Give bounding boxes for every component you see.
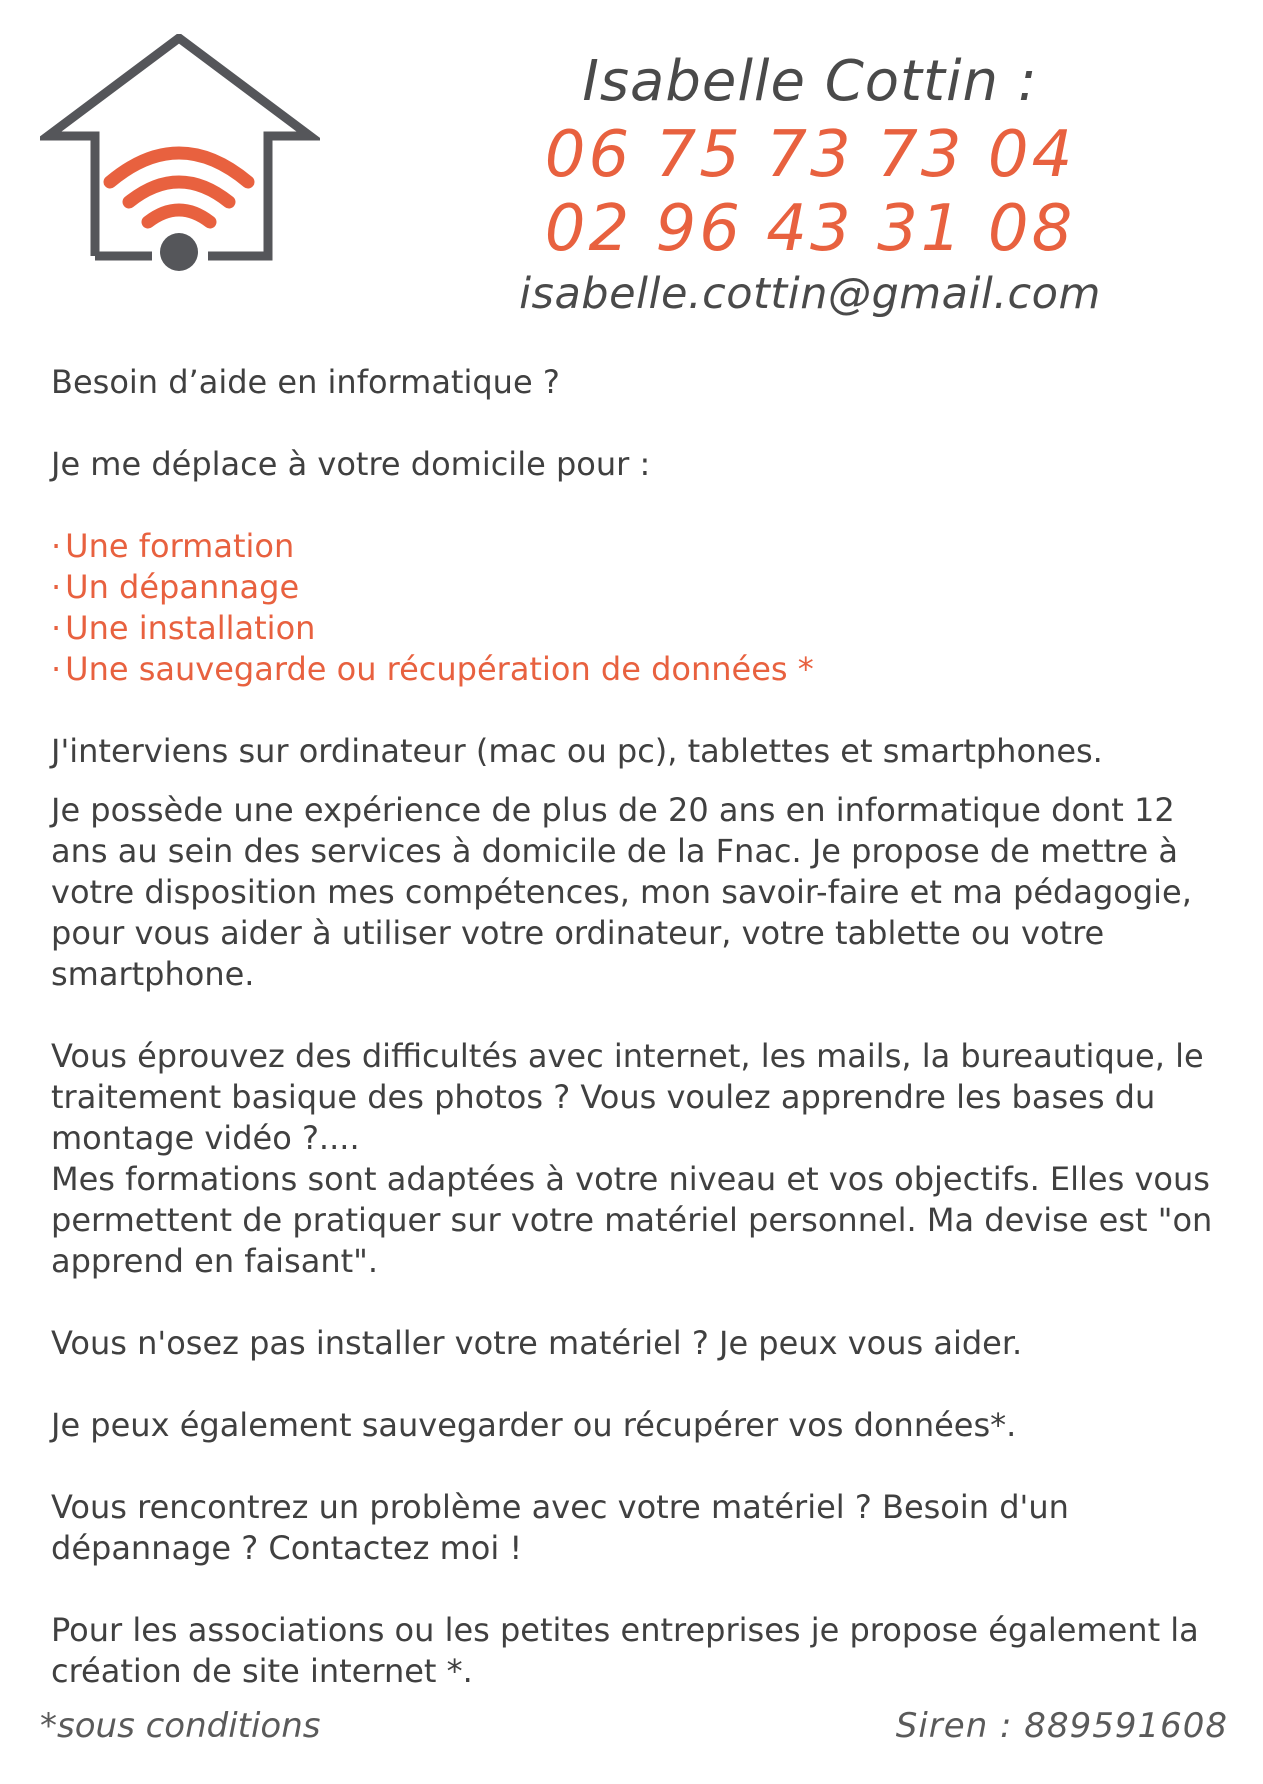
repair-paragraph: Vous rencontrez un problème avec votre matériel ? Besoin d'un dépannage ? Contactez moi ! <box>51 1488 1069 1567</box>
wifi-dot <box>160 233 198 271</box>
services-list <box>51 526 1241 690</box>
training-paragraph: Mes formations sont adaptées à votre niveau et vos objectifs. Elles vous permettent de pratiquer sur votre matériel personnel. Ma devise est "on apprend en faisant". <box>51 1160 1213 1280</box>
wifi-wave-middle <box>129 182 229 202</box>
difficulties-paragraph: Vous éprouvez des difficultés avec internet, les mails, la bureautique, le traitement basique des photos ? Vous voulez apprendre les bases du montage vidéo ?.... <box>51 1037 1204 1157</box>
contact-header <box>480 46 1140 322</box>
intro-question: Besoin d’aide en informatique ? <box>51 363 560 401</box>
flyer-body <box>51 362 1241 1692</box>
wifi-wave-inner <box>148 210 210 222</box>
experience-paragraph: Je possède une expérience de plus de 20 ans en informatique dont 12 ans au sein des services à domicile de la Fnac. Je propose de mettre à votre disposition mes compétences, mon savoir-faire et ma pédagogie, pour vous aider à utiliser votre ordinateur, votre tablette ou votre smartphone. <box>51 791 1192 993</box>
service-item: · Une sauvegarde ou récupération de données * <box>51 649 1241 690</box>
siren-number: Siren : 889591608 <box>895 1706 1228 1746</box>
phone-mobile[interactable]: 06 75 73 73 04 <box>544 118 1076 192</box>
service-item: · Un dépannage <box>51 567 1241 608</box>
service-item: · Une formation <box>51 526 1241 567</box>
house-wifi-icon <box>40 34 320 274</box>
contact-name: Isabelle Cottin : <box>582 49 1038 114</box>
conditions-note: *sous conditions <box>40 1706 321 1746</box>
phone-landline[interactable]: 02 96 43 31 08 <box>544 192 1076 266</box>
backup-paragraph: Je peux également sauvegarder ou récupérer vos données*. <box>51 1406 1017 1444</box>
website-paragraph: Pour les associations ou les petites entreprises je propose également la création de site internet *. <box>51 1611 1199 1690</box>
email-link[interactable]: isabelle.cottin@gmail.com <box>519 269 1101 319</box>
devices-paragraph: J'interviens sur ordinateur (mac ou pc), tablettes et smartphones. <box>51 732 1103 770</box>
install-paragraph: Vous n'osez pas installer votre matériel ? Je peux vous aider. <box>51 1324 1023 1362</box>
service-item: · Une installation <box>51 608 1241 649</box>
intro-travel: Je me déplace à votre domicile pour : <box>51 445 651 483</box>
